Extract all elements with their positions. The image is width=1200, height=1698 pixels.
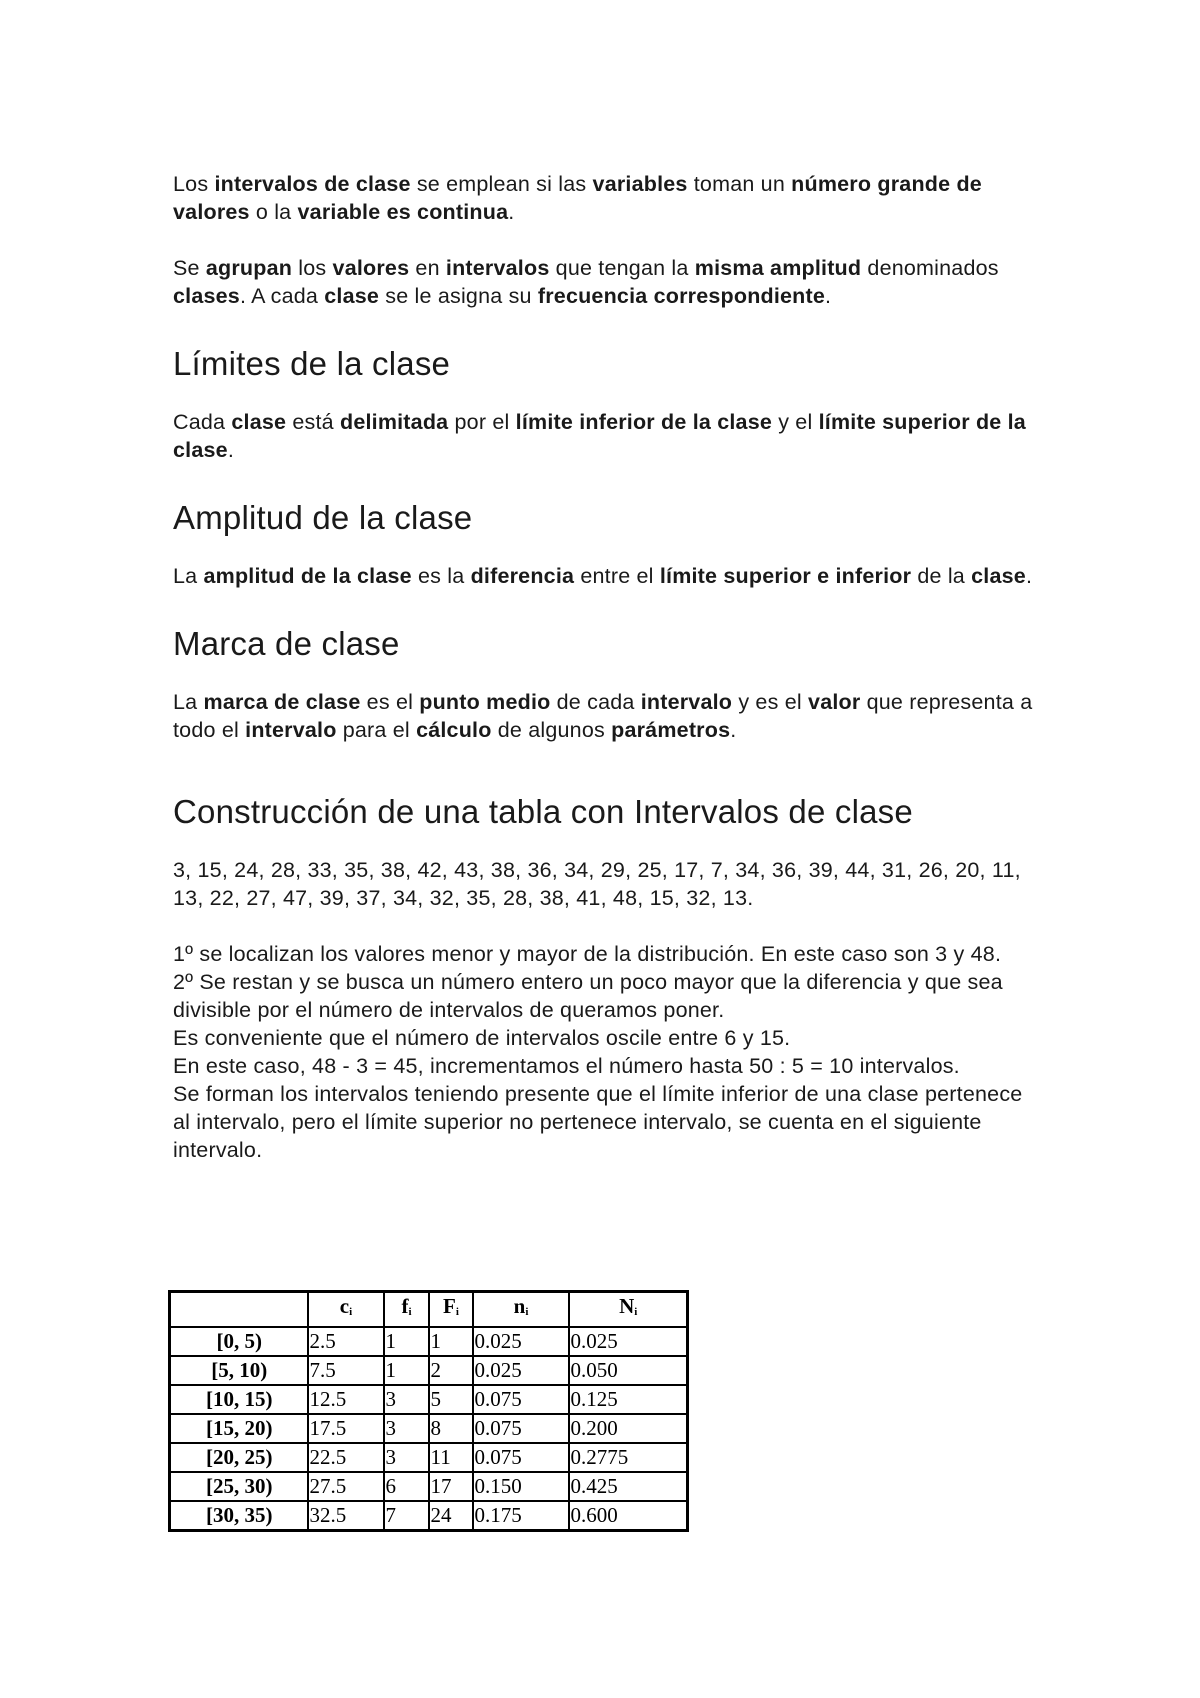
value-cell: 27.5 — [308, 1472, 384, 1501]
table-header-row — [170, 1292, 688, 1328]
interval-cell: [25, 30) — [170, 1472, 308, 1501]
header-Ni: $N_i$ — [569, 1292, 688, 1328]
step-3: Es conveniente que el número de intervalos oscile entre 6 y 15. — [173, 1026, 791, 1050]
step-5: Se forman los intervalos teniendo presente que el límite inferior de una clase pertenece al intervalo, pero el límite superior no pertenece intervalo, se cuenta en el siguiente intervalo. — [173, 1082, 1023, 1162]
value-cell: 24 — [429, 1501, 473, 1531]
value-cell: 0.050 — [569, 1356, 688, 1385]
table-row — [170, 1501, 688, 1531]
grouping-paragraph: Se agrupan los valores en intervalos que tengan la misma amplitud denominados clases. A cada clase se le asigna su frecuencia correspondiente. — [173, 256, 999, 308]
value-cell: 0.600 — [569, 1501, 688, 1531]
interval-cell: [10, 15) — [170, 1385, 308, 1414]
table-row — [170, 1443, 688, 1472]
value-cell: 5 — [429, 1385, 473, 1414]
document-body — [173, 170, 1043, 1164]
step-2: 2º Se restan y se busca un número entero un poco mayor que la diferencia y que sea divisible por el número de intervalos de queramos poner. — [173, 970, 1003, 1022]
marca-paragraph: La marca de clase es el punto medio de cada intervalo y es el valor que representa a todo el intervalo para el cálculo de algunos parámetros. — [173, 690, 1033, 742]
value-cell: 0.2775 — [569, 1443, 688, 1472]
amplitud-paragraph: La amplitud de la clase es la diferencia entre el límite superior e inferior de la clase. — [173, 564, 1033, 588]
value-cell: 0.025 — [473, 1327, 569, 1356]
limites-paragraph: Cada clase está delimitada por el límite inferior de la clase y el límite superior de la clase. — [173, 410, 1026, 462]
value-cell: 0.075 — [473, 1443, 569, 1472]
intro-paragraph: Los intervalos de clase se emplean si las variables toman un número grande de valores o la variable es continua. — [173, 172, 982, 224]
value-cell: 0.025 — [473, 1356, 569, 1385]
value-cell: 17.5 — [308, 1414, 384, 1443]
value-cell: 3 — [384, 1385, 429, 1414]
table-row — [170, 1385, 688, 1414]
heading-limites: Límites de la clase — [173, 345, 451, 382]
value-cell: 0.075 — [473, 1414, 569, 1443]
value-cell: 0.200 — [569, 1414, 688, 1443]
table-row — [170, 1414, 688, 1443]
value-cell: 12.5 — [308, 1385, 384, 1414]
value-cell: 0.175 — [473, 1501, 569, 1531]
value-cell: 8 — [429, 1414, 473, 1443]
value-cell: 0.125 — [569, 1385, 688, 1414]
interval-cell: [0, 5) — [170, 1327, 308, 1356]
header-ci: $c_i$ — [308, 1292, 384, 1328]
header-interval — [170, 1292, 308, 1328]
header-fi: $f_i$ — [384, 1292, 429, 1328]
step-4: En este caso, 48 - 3 = 45, incrementamos el número hasta 50 : 5 = 10 intervalos. — [173, 1054, 960, 1078]
value-cell: 0.075 — [473, 1385, 569, 1414]
heading-amplitud: Amplitud de la clase — [173, 499, 473, 536]
value-cell: 3 — [384, 1414, 429, 1443]
value-cell: 1 — [384, 1356, 429, 1385]
value-cell: 1 — [384, 1327, 429, 1356]
value-cell: 32.5 — [308, 1501, 384, 1531]
value-cell: 22.5 — [308, 1443, 384, 1472]
table-row — [170, 1327, 688, 1356]
table-row — [170, 1472, 688, 1501]
value-cell: 2.5 — [308, 1327, 384, 1356]
value-cell: 2 — [429, 1356, 473, 1385]
value-cell: 1 — [429, 1327, 473, 1356]
frequency-table — [168, 1290, 689, 1532]
value-cell: 0.425 — [569, 1472, 688, 1501]
value-cell: 6 — [384, 1472, 429, 1501]
interval-cell: [20, 25) — [170, 1443, 308, 1472]
heading-construccion: Construcción de una tabla con Intervalos de clase — [173, 793, 913, 830]
value-cell: 3 — [384, 1443, 429, 1472]
value-cell: 0.025 — [569, 1327, 688, 1356]
value-cell: 0.150 — [473, 1472, 569, 1501]
heading-marca: Marca de clase — [173, 625, 400, 662]
value-cell: 11 — [429, 1443, 473, 1472]
table-row — [170, 1356, 688, 1385]
steps-list — [173, 940, 1043, 1164]
value-cell: 17 — [429, 1472, 473, 1501]
data-values: 3, 15, 24, 28, 33, 35, 38, 42, 43, 38, 36, 34, 29, 25, 17, 7, 34, 36, 39, 44, 31, 26, 20, 11, 13, 22, 27, 47, 39, 37, 34, 32, 35, 28, 38, 41, 48, 15, 32, 13. — [173, 858, 1021, 910]
interval-cell: [5, 10) — [170, 1356, 308, 1385]
header-ni: $n_i$ — [473, 1292, 569, 1328]
interval-cell: [30, 35) — [170, 1501, 308, 1531]
interval-cell: [15, 20) — [170, 1414, 308, 1443]
header-Fi: $F_i$ — [429, 1292, 473, 1328]
value-cell: 7 — [384, 1501, 429, 1531]
value-cell: 7.5 — [308, 1356, 384, 1385]
step-1: 1º se localizan los valores menor y mayor de la distribución. En este caso son 3 y 48. — [173, 942, 1002, 966]
